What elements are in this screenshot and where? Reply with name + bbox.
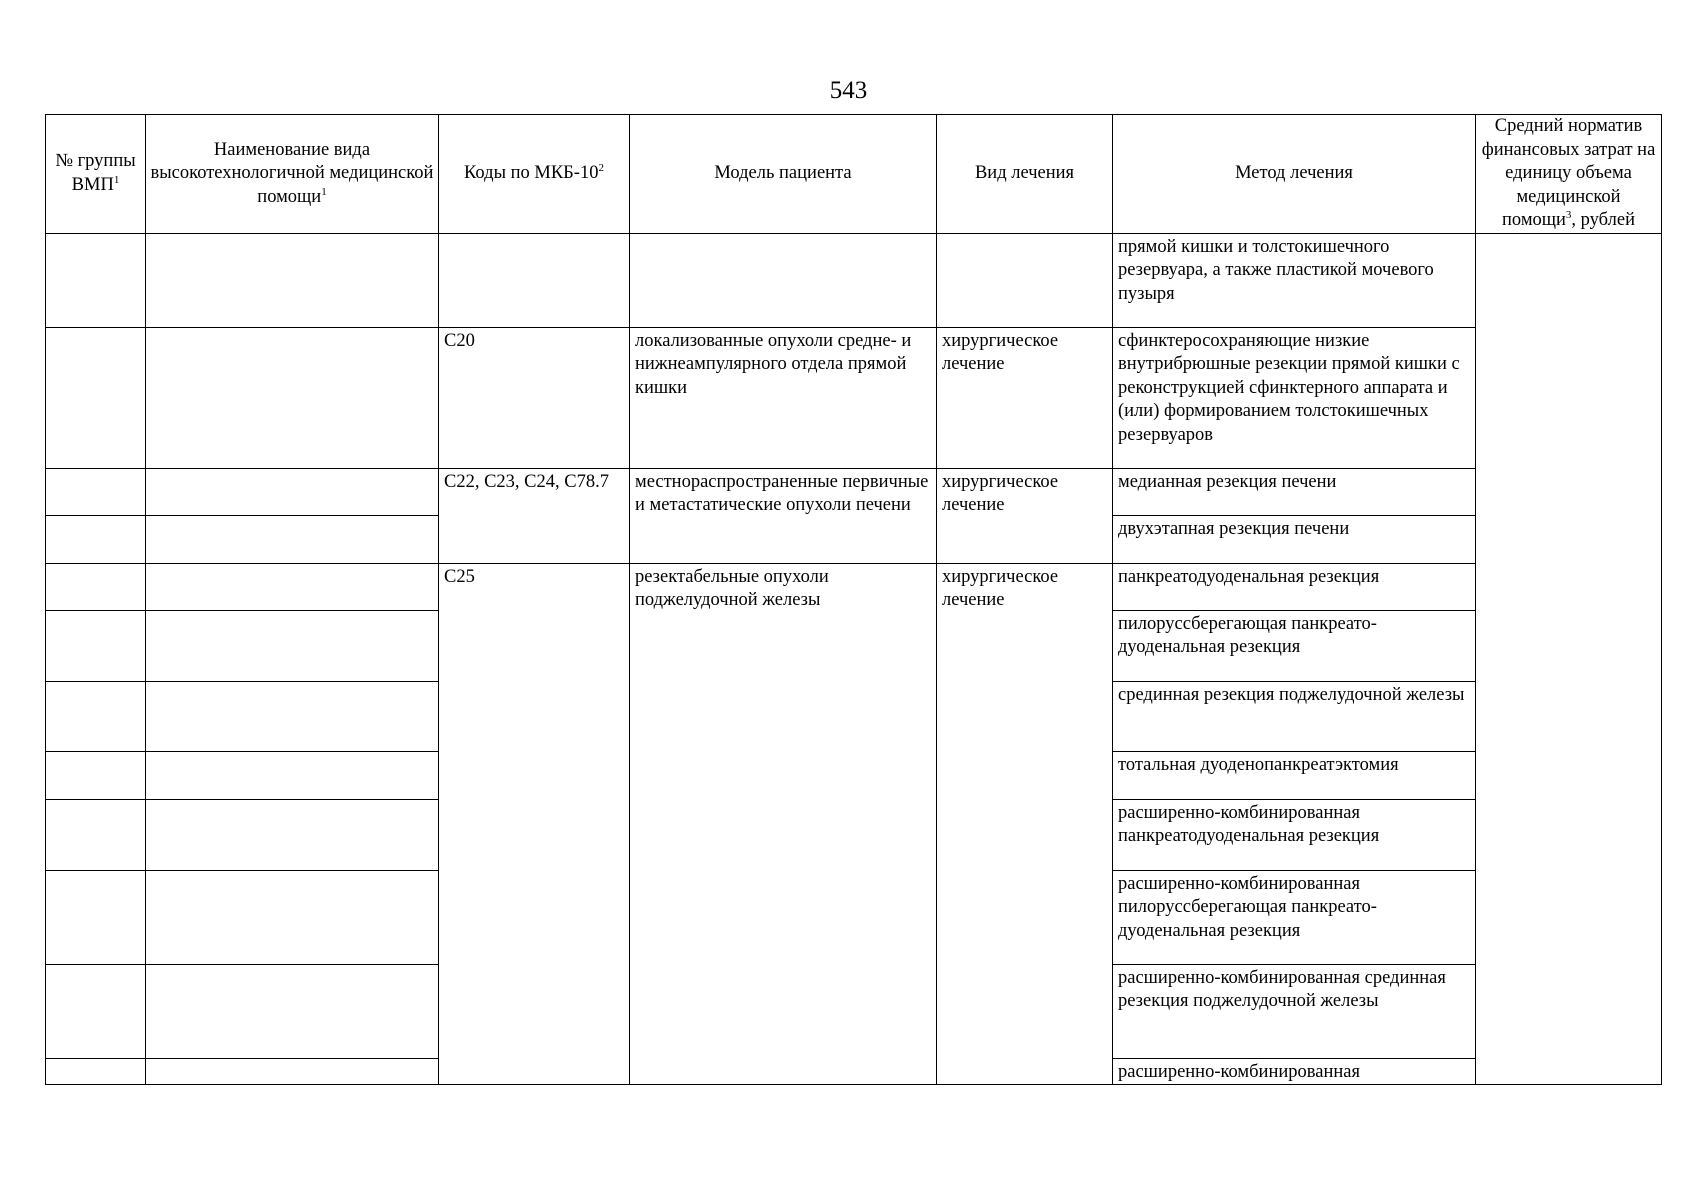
table-row	[46, 327, 1662, 468]
header-name-footnote: 1	[321, 185, 327, 198]
header-name-label: Наименование вида высокотехнологичной медицинской помощи	[150, 139, 434, 207]
table-row	[46, 233, 1662, 327]
treatment-cell: хирургическое лечение	[937, 563, 1113, 1085]
method-cell: расширенно-комбинированная пилоруссберегающая панкреато-дуоденальная резекция	[1113, 870, 1476, 964]
method-cell: панкреатодуоденальная резекция	[1113, 563, 1476, 610]
page-number: 543	[829, 77, 868, 104]
method-cell: прямой кишки и толстокишечного резервуара, а также пластикой мочевого пузыря	[1113, 233, 1476, 327]
header-group	[46, 115, 146, 234]
cost-cell	[1476, 233, 1662, 1085]
model-cell: местнораспространенные первичные и метастатические опухоли печени	[630, 468, 937, 563]
name-cell	[146, 799, 439, 870]
group-cell	[46, 964, 146, 1058]
header-name	[146, 115, 439, 234]
group-cell	[46, 799, 146, 870]
treatment-table	[45, 114, 1662, 1085]
header-group-label: № группы ВМП	[55, 151, 136, 195]
group-cell	[46, 468, 146, 515]
code-cell: C20	[439, 327, 630, 468]
name-cell	[146, 327, 439, 468]
name-cell	[146, 870, 439, 964]
group-cell	[46, 681, 146, 751]
method-cell: медианная резекция печени	[1113, 468, 1476, 515]
name-cell	[146, 515, 439, 563]
name-cell	[146, 681, 439, 751]
group-cell	[46, 610, 146, 681]
header-cost	[1476, 115, 1662, 234]
treatment-cell	[937, 233, 1113, 327]
header-codes-footnote: 2	[598, 162, 604, 174]
model-cell	[630, 233, 937, 327]
name-cell	[146, 751, 439, 799]
code-cell: C22, C23, C24, C78.7	[439, 468, 630, 563]
name-cell	[146, 964, 439, 1058]
header-codes	[439, 115, 630, 234]
header-group-footnote: 1	[113, 173, 120, 186]
group-cell	[46, 563, 146, 610]
model-cell: резектабельные опухоли поджелудочной железы	[630, 563, 937, 1085]
header-model: Модель пациента	[630, 115, 937, 234]
method-cell: расширенно-комбинированная срединная резекция поджелудочной железы	[1113, 964, 1476, 1058]
group-cell	[46, 233, 146, 327]
header-cost-footnote: 3	[1565, 209, 1572, 221]
code-cell	[439, 233, 630, 327]
header-cost-unit: , рублей	[1571, 210, 1635, 230]
method-cell: тотальная дуоденопанкреатэктомия	[1113, 751, 1476, 799]
header-row	[46, 115, 1662, 234]
header-type: Вид лечения	[937, 115, 1113, 234]
header-codes-label: Коды по МКБ-10	[464, 163, 599, 183]
name-cell	[146, 563, 439, 610]
header-cost-label: Средний норматив финансовых затрат на единицу объема медицинской помощи	[1481, 116, 1656, 230]
method-cell: пилоруссберегающая панкреато-дуоденальная резекция	[1113, 610, 1476, 681]
method-cell: двухэтапная резекция печени	[1113, 515, 1476, 563]
group-cell	[46, 751, 146, 799]
code-cell: C25	[439, 563, 630, 1085]
treatment-cell: хирургическое лечение	[937, 468, 1113, 563]
method-cell: сфинктеросохраняющие низкие внутрибрюшные резекции прямой кишки с реконструкцией сфинктерного аппарата и (или) формированием толстокишечных резервуаров	[1113, 327, 1476, 468]
model-cell: локализованные опухоли средне- и нижнеампулярного отдела прямой кишки	[630, 327, 937, 468]
method-cell: расширенно-комбинированная панкреатодуоденальная резекция	[1113, 799, 1476, 870]
group-cell	[46, 515, 146, 563]
method-cell: расширенно-комбинированная	[1113, 1058, 1476, 1085]
group-cell	[46, 1058, 146, 1085]
table-row	[46, 468, 1662, 515]
group-cell	[46, 870, 146, 964]
group-cell	[46, 327, 146, 468]
method-cell: срединная резекция поджелудочной железы	[1113, 681, 1476, 751]
name-cell	[146, 1058, 439, 1085]
name-cell	[146, 610, 439, 681]
treatment-cell: хирургическое лечение	[937, 327, 1113, 468]
name-cell	[146, 233, 439, 327]
table-row	[46, 563, 1662, 610]
header-method: Метод лечения	[1113, 115, 1476, 234]
name-cell	[146, 468, 439, 515]
